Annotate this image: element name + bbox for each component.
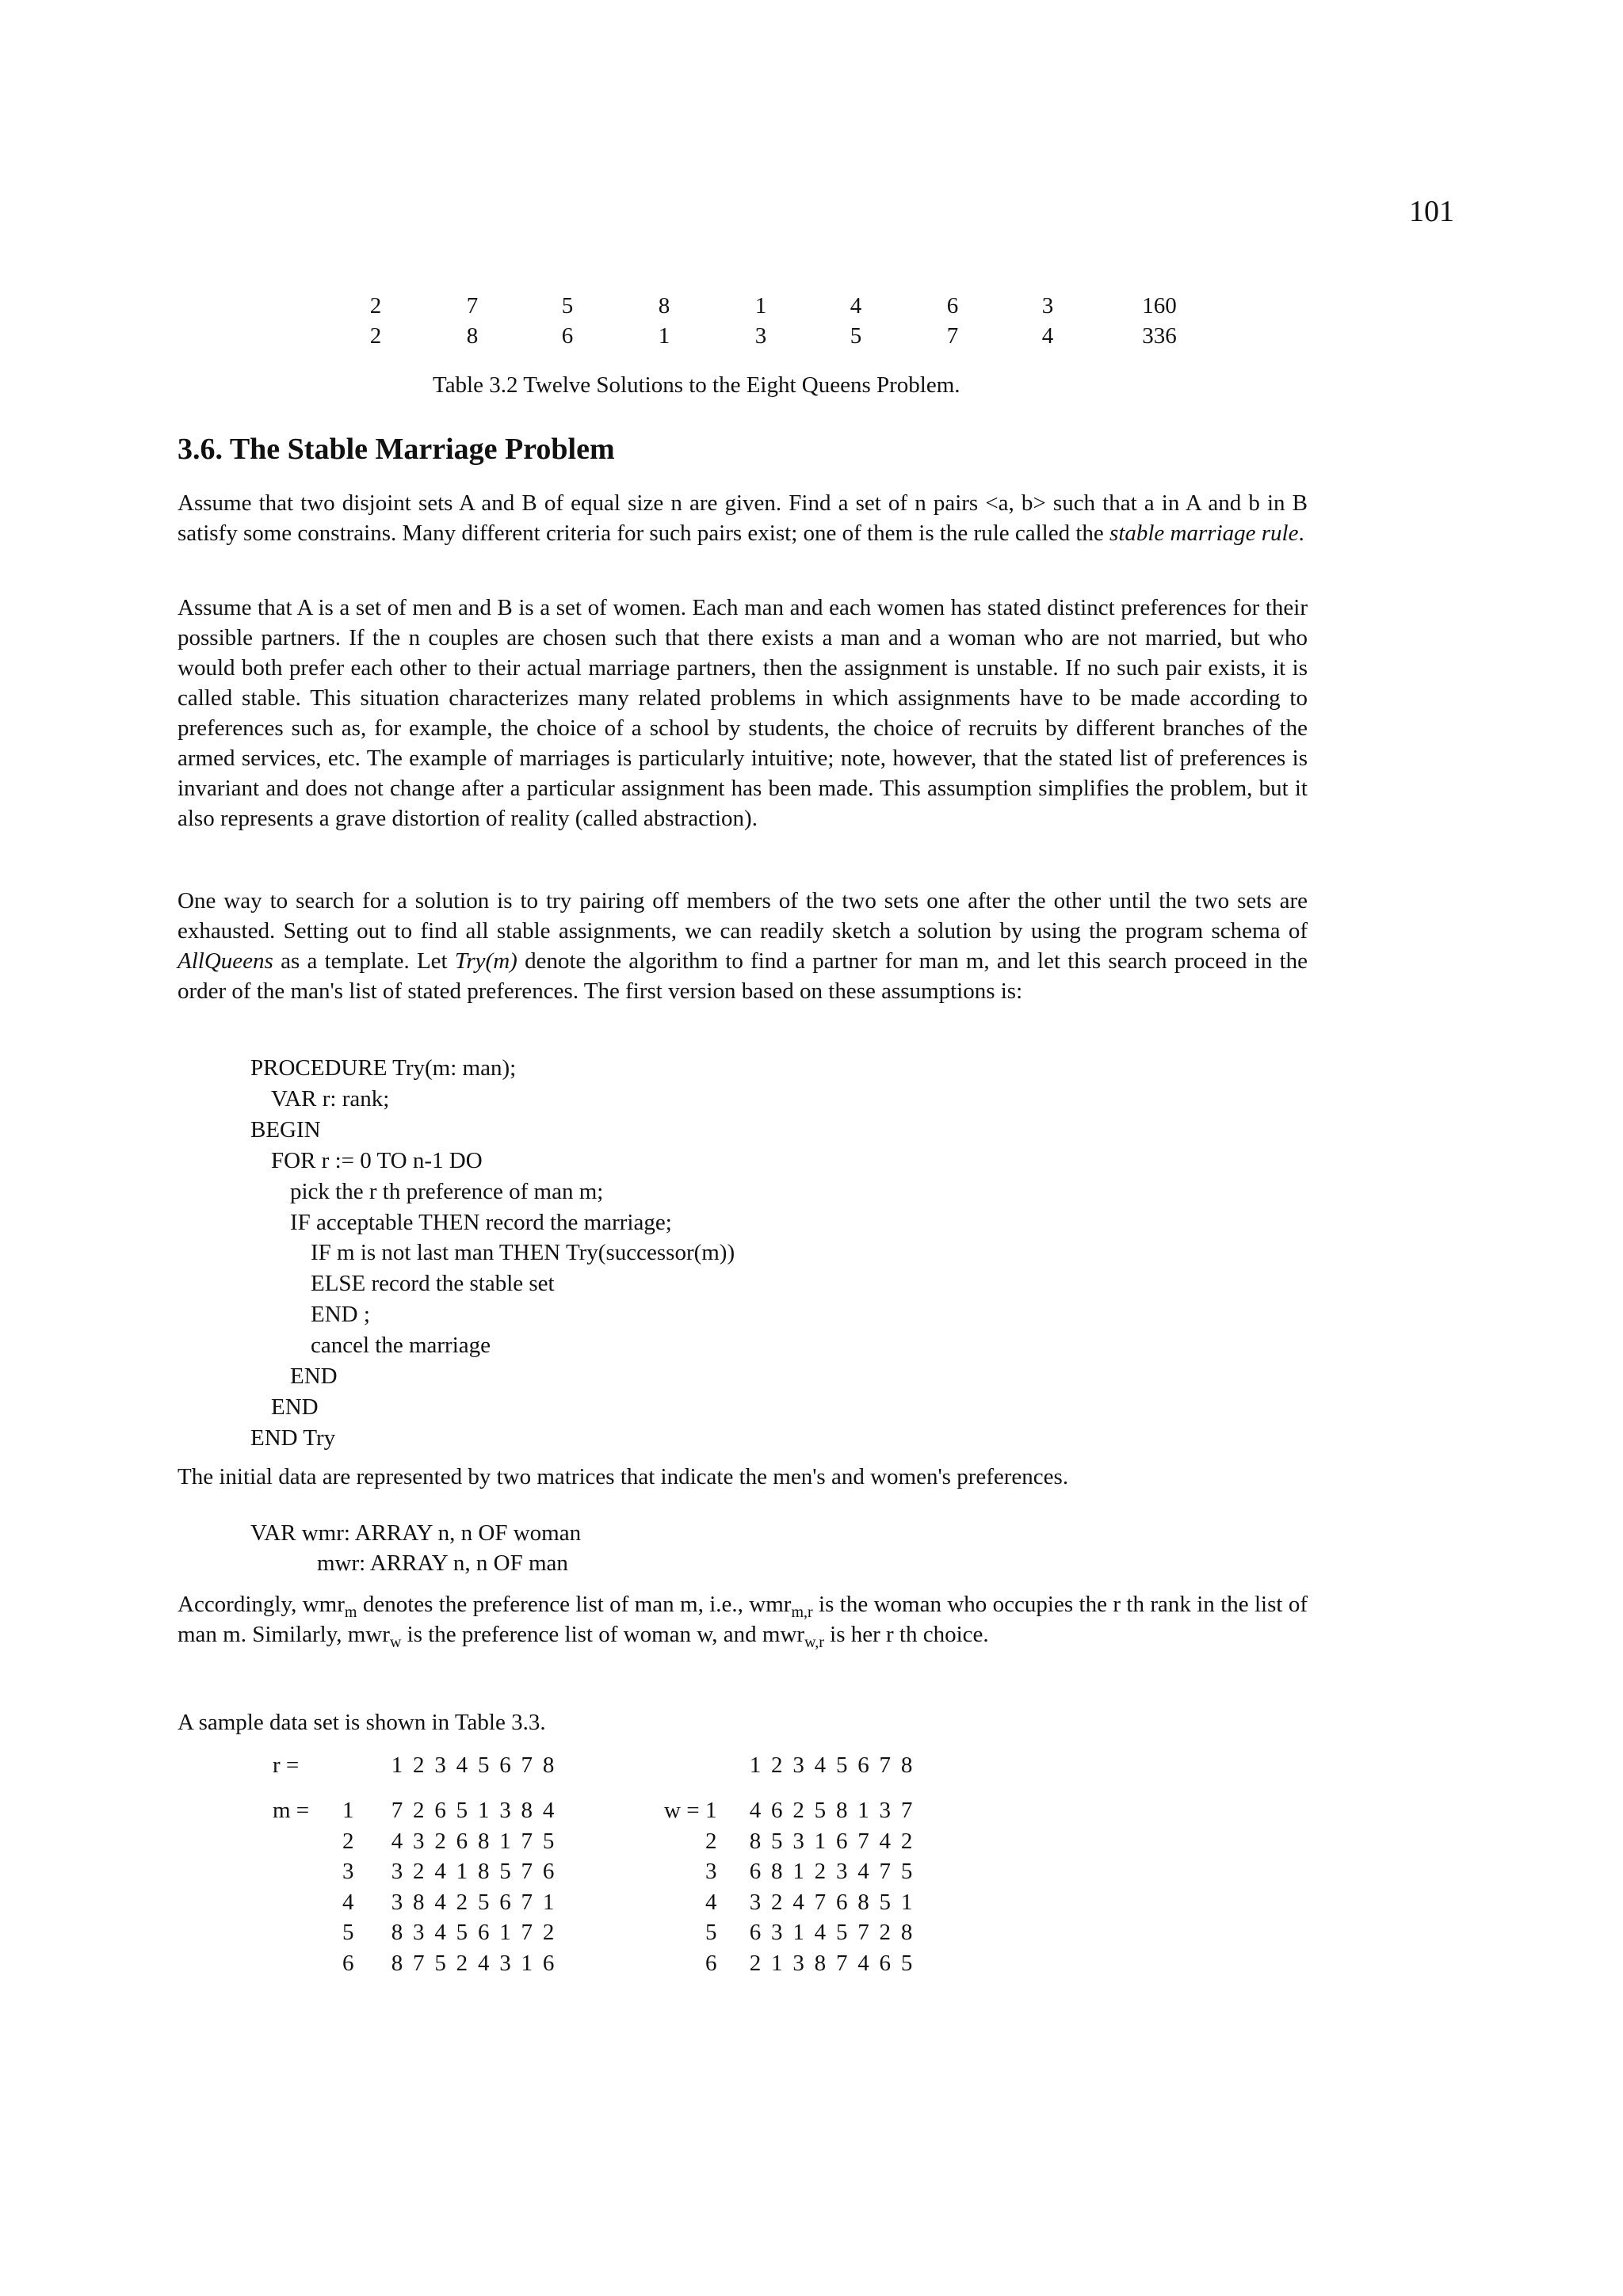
women-preference-cell: 1 [900,1889,913,1915]
men-preference-cell: 1 [499,1920,511,1946]
page-number: 101 [1409,195,1454,228]
row-label: 6 [342,1951,354,1976]
paragraph-text: is her r th choice. [823,1622,989,1647]
women-preference-cell: 3 [835,1859,848,1885]
women-preference-cell: 4 [879,1828,892,1854]
men-preference-cell: 2 [434,1828,446,1854]
subscript: w [389,1634,402,1651]
code-line: cancel the marriage [311,1333,491,1359]
column-header: 6 [857,1753,869,1778]
men-preference-cell: 8 [477,1828,490,1854]
men-preference-cell: 3 [391,1859,403,1885]
women-preference-cell: 1 [792,1859,804,1885]
table-cell: 336 [1142,323,1177,349]
women-preference-cell: 4 [814,1920,827,1946]
row-label: 6 [705,1951,717,1976]
men-preference-cell: 7 [413,1951,425,1976]
paragraph-text: denote the algorithm to find a partner for man m, and let this search proceed in the order of the man's list of stated preferences. The first version based on these assumptions is: [178,948,1308,1004]
code-line: IF m is not last man THEN Try(successor(m)) [311,1240,735,1266]
subscript: m,r [791,1604,813,1621]
column-header: 7 [879,1753,892,1778]
women-preference-cell: 7 [835,1951,848,1976]
column-header: 2 [771,1753,783,1778]
women-preference-cell: 5 [900,1859,913,1885]
column-header: 2 [413,1753,425,1778]
men-preference-cell: 4 [434,1920,446,1946]
women-preference-cell: 5 [835,1920,848,1946]
row-label: 1 [705,1798,717,1823]
women-preference-cell: 7 [879,1859,892,1885]
table-cell: 5 [561,293,574,318]
column-header: 5 [477,1753,490,1778]
table-cell: 8 [658,293,670,318]
women-preference-cell: 1 [792,1920,804,1946]
women-preference-cell: 3 [792,1828,804,1854]
women-preference-cell: 5 [900,1951,913,1976]
men-preference-cell: 3 [499,1951,511,1976]
men-preference-cell: 2 [456,1951,468,1976]
men-preference-cell: 8 [391,1920,403,1946]
paragraph-text: as a template. Let [273,948,455,974]
emphasis-text: stable marriage rule [1109,521,1299,546]
column-header: 4 [456,1753,468,1778]
column-header: 5 [835,1753,848,1778]
column-header: 3 [792,1753,804,1778]
row-header-label: r = [273,1753,300,1778]
row-label: 4 [342,1889,354,1915]
men-preference-cell: 2 [456,1889,468,1915]
men-preference-cell: 8 [391,1951,403,1976]
table-cell: 2 [369,293,382,318]
men-preference-cell: 1 [456,1859,468,1885]
men-preference-cell: 3 [391,1889,403,1915]
men-preference-cell: 7 [521,1920,533,1946]
women-preference-cell: 8 [835,1798,848,1823]
women-preference-cell: 3 [749,1889,762,1915]
table-cell: 8 [466,323,479,349]
table-caption: Table 3.2 Twelve Solutions to the Eight Queens Problem. [433,372,960,398]
men-preference-cell: 7 [391,1798,403,1823]
code-line: END ; [311,1302,370,1328]
code-line: VAR wmr: ARRAY n, n OF woman [250,1520,582,1546]
women-preference-cell: 3 [771,1920,783,1946]
table-cell: 2 [369,323,382,349]
code-line: IF acceptable THEN record the marriage; [290,1209,672,1235]
men-preference-cell: 7 [521,1828,533,1854]
men-preference-cell: 4 [477,1951,490,1976]
men-preference-cell: 7 [521,1859,533,1885]
paragraph-data: The initial data are represented by two matrices that indicate the men's and women's preferences. [178,1464,1069,1489]
paragraph-text: is the woman who occupies the r th rank in the list of man m. Similarly, mwr [178,1592,1308,1647]
women-preference-cell: 2 [879,1920,892,1946]
table-cell: 7 [466,293,479,318]
table-cell: 3 [754,323,767,349]
men-preference-cell: 6 [477,1920,490,1946]
men-preference-cell: 2 [413,1798,425,1823]
women-preference-cell: 8 [900,1920,913,1946]
men-preference-cell: 8 [521,1798,533,1823]
men-preference-cell: 4 [391,1828,403,1854]
column-header: 1 [749,1753,762,1778]
paragraph-notation [178,1589,1308,1650]
men-preference-cell: 2 [413,1859,425,1885]
men-preference-cell: 3 [413,1828,425,1854]
table-cell: 6 [561,323,574,349]
women-preference-cell: 6 [771,1798,783,1823]
column-header: 8 [900,1753,913,1778]
code-line: FOR r := 0 TO n-1 DO [271,1147,483,1173]
men-preference-cell: 6 [542,1951,555,1976]
table-cell: 4 [850,293,862,318]
code-line: ELSE record the stable set [311,1271,555,1297]
men-preference-cell: 3 [413,1920,425,1946]
women-preference-cell: 2 [792,1798,804,1823]
row-label: 4 [705,1889,717,1915]
men-preference-cell: 8 [413,1889,425,1915]
men-preference-cell: 4 [434,1859,446,1885]
row-label: 1 [342,1798,354,1823]
row-label: 3 [705,1859,717,1885]
emphasis-text: AllQueens [178,948,273,974]
men-preference-cell: 5 [456,1798,468,1823]
table-cell: 3 [1041,293,1054,318]
column-header: 4 [814,1753,827,1778]
women-preference-cell: 4 [857,1951,869,1976]
column-header: 8 [542,1753,555,1778]
section-heading: 3.6. The Stable Marriage Problem [178,433,615,466]
paragraph-definition: Assume that A is a set of men and B is a set of women. Each man and each women has stated distinct preferences for their possible partners. If the n couples are chosen such that there exists a man and a woman who are not married, but who would both prefer each other to their actual marriage partners, then the assignment is unstable. If no such pair exists, it is called stable. This situation characterizes many related problems in which assignments have to be made according to preferences such as, for example, the choice of a school by students, the choice of recruits by different branches of the armed services, etc. The example of marriages is particularly intuitive; note, however, that the stated list of preferences is invariant and does not change after a particular assignment has been made. This assumption simplifies the problem, but it also represents a grave distortion of reality (called abstraction). [178,595,1308,831]
men-preference-cell: 2 [542,1920,555,1946]
code-line: END [271,1394,319,1420]
men-preference-cell: 1 [477,1798,490,1823]
table-cell: 160 [1142,293,1177,318]
women-preference-cell: 6 [835,1828,848,1854]
table-cell: 6 [946,293,959,318]
men-preference-cell: 6 [542,1859,555,1885]
women-label: w = [664,1798,700,1823]
women-preference-cell: 5 [771,1828,783,1854]
women-preference-cell: 7 [857,1920,869,1946]
code-line: PROCEDURE Try(m: man); [250,1055,517,1081]
subscript: w,r [804,1634,824,1651]
men-preference-cell: 6 [434,1798,446,1823]
women-preference-cell: 7 [857,1828,869,1854]
paragraph-text: Accordingly, wmr [178,1592,345,1617]
paragraph-text: Assume that two disjoint sets A and B of equal size n are given. Find a set of n pairs <a, b> such that a in A and b in B satisfy some constrains. Many different criteria for such pairs exist; one of them is the rule called the [178,490,1308,546]
column-header: 1 [391,1753,403,1778]
women-preference-cell: 5 [814,1798,827,1823]
men-preference-cell: 6 [456,1828,468,1854]
paragraph-approach [178,886,1308,1006]
women-preference-cell: 8 [857,1889,869,1915]
men-preference-cell: 1 [499,1828,511,1854]
women-preference-cell: 8 [771,1859,783,1885]
paragraph-intro [178,488,1308,548]
table-cell: 1 [754,293,767,318]
code-line: mwr: ARRAY n, n OF man [317,1550,568,1576]
code-line: BEGIN [250,1116,321,1142]
men-preference-cell: 5 [456,1920,468,1946]
table-row [0,291,1623,321]
men-preference-cell: 5 [542,1828,555,1854]
women-preference-cell: 6 [835,1889,848,1915]
women-preference-cell: 4 [749,1798,762,1823]
women-preference-cell: 1 [814,1828,827,1854]
women-preference-cell: 5 [879,1889,892,1915]
men-preference-cell: 1 [521,1951,533,1976]
table-row [0,321,1623,351]
table-cell: 7 [946,323,959,349]
women-preference-cell: 1 [771,1951,783,1976]
emphasis-text: Try(m) [454,948,517,974]
women-preference-cell: 2 [771,1889,783,1915]
row-label: 2 [342,1828,354,1854]
row-label: 3 [342,1859,354,1885]
code-line: pick the r th preference of man m; [290,1178,604,1204]
women-preference-cell: 7 [900,1798,913,1823]
paragraph-sample-intro: A sample data set is shown in Table 3.3. [178,1710,546,1735]
code-line: END Try [250,1425,336,1451]
men-preference-cell: 4 [542,1798,555,1823]
men-preference-cell: 1 [542,1889,555,1915]
men-preference-cell: 5 [434,1951,446,1976]
paragraph-text: . [1298,521,1304,546]
code-line: END [290,1363,338,1389]
table-cell: 4 [1041,323,1054,349]
column-header: 6 [499,1753,511,1778]
men-label: m = [273,1798,310,1823]
women-preference-cell: 4 [792,1889,804,1915]
women-preference-cell: 3 [792,1951,804,1976]
women-preference-cell: 6 [749,1859,762,1885]
paragraph-text: is the preference list of woman w, and mwr [401,1622,805,1647]
women-preference-cell: 6 [879,1951,892,1976]
men-preference-cell: 5 [499,1859,511,1885]
row-label: 5 [342,1920,354,1946]
paragraph-text: denotes the preference list of man m, i.e., wmr [357,1592,792,1617]
women-preference-cell: 2 [814,1859,827,1885]
men-preference-cell: 4 [434,1889,446,1915]
women-preference-cell: 2 [900,1828,913,1854]
men-preference-cell: 7 [521,1889,533,1915]
women-preference-cell: 1 [857,1798,869,1823]
men-preference-cell: 3 [499,1798,511,1823]
women-preference-cell: 8 [749,1828,762,1854]
table-cell: 1 [658,323,670,349]
row-label: 2 [705,1828,717,1854]
column-header: 7 [521,1753,533,1778]
row-label: 5 [705,1920,717,1946]
paragraph-text: One way to search for a solution is to try pairing off members of the two sets one after the other until the two sets are exhausted. Setting out to find all stable assignments, we can readily sketch a solution by using the program schema of [178,888,1308,944]
women-preference-cell: 3 [879,1798,892,1823]
column-header: 3 [434,1753,446,1778]
women-preference-cell: 6 [749,1920,762,1946]
men-preference-cell: 8 [477,1859,490,1885]
women-preference-cell: 7 [814,1889,827,1915]
women-preference-cell: 4 [857,1859,869,1885]
women-preference-cell: 8 [814,1951,827,1976]
women-preference-cell: 2 [749,1951,762,1976]
code-line: VAR r: rank; [271,1085,390,1112]
men-preference-cell: 6 [499,1889,511,1915]
table-cell: 5 [850,323,862,349]
men-preference-cell: 5 [477,1889,490,1915]
subscript: m [344,1604,357,1621]
